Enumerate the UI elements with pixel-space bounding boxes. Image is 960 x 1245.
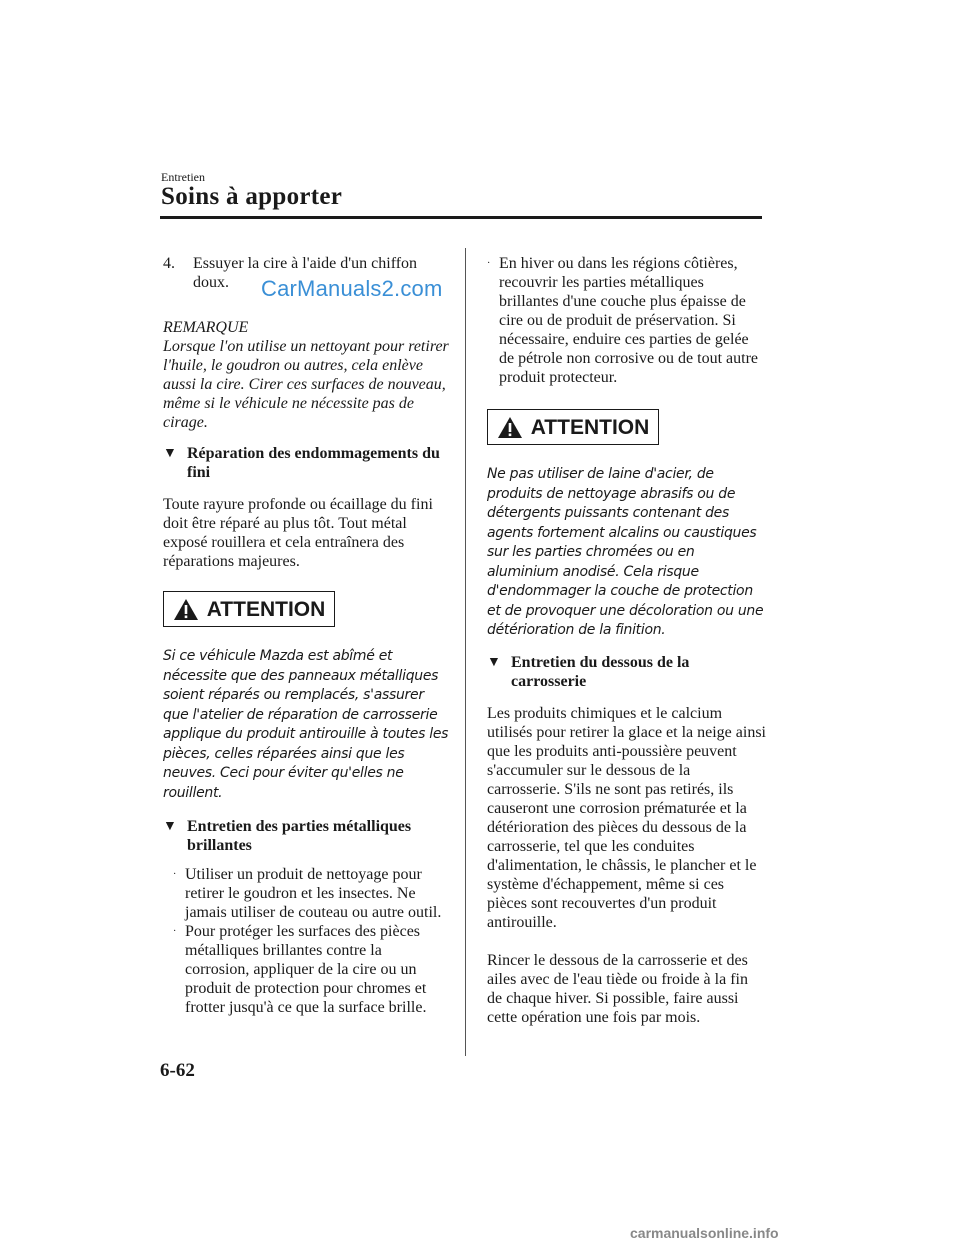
list-item [487, 254, 767, 387]
section-heading-underbody [487, 653, 767, 691]
bullet-icon: · [173, 926, 177, 937]
left-column [163, 254, 449, 1017]
triangle-down-icon: ▼ [163, 446, 177, 461]
paragraph: Les produits chimiques et le calcium utilisés pour retirer la glace et la neige ainsi que les produits anti-poussière peuvent s'accumuler sur le dessous de la carrosserie. S'ils ne sont pas retirés, ils causeront une corrosion prématurée et la détérioration des pièces du dessous de la carrosserie, tel que les conduites d'alimentation, le châssis, le plancher et le système d'échappement, même si ces pièces sont recouvertes d'un produit antirouille. [487, 704, 766, 931]
watermark: CarManuals2.com [261, 276, 443, 301]
list-item-text: Pour protéger les surfaces des pièces métalliques brillantes contre la corrosion, appliquer de la cire ou un produit de protection pour chromes et frotter jusqu'à ce que la surface brille. [185, 923, 427, 1016]
triangle-down-icon: ▼ [163, 819, 177, 834]
right-column [487, 254, 767, 1027]
note-heading: REMARQUE [163, 319, 249, 336]
section-heading-metal [163, 817, 449, 855]
list-item-text: En hiver ou dans les régions côtières, recouvrir les parties métalliques brillantes d'une couche plus épaisse de cire ou de produit de préservation. Si nécessaire, enduire ces parties de gelée de pétrole non corrosive ou de tout autre produit protecteur. [499, 255, 759, 386]
section-heading-text: Entretien des parties métalliques brillantes [187, 818, 412, 854]
section-heading-text: Réparation des endommagements du fini [187, 445, 440, 481]
warning-triangle-icon [497, 416, 523, 439]
page-number: 6-62 [160, 1060, 195, 1081]
bullet-icon: · [173, 869, 177, 880]
page-title: Soins à apporter [161, 183, 343, 210]
list-item [173, 922, 449, 1017]
warning-triangle-icon [173, 598, 199, 621]
attention-box [163, 591, 335, 627]
attention-box [487, 409, 659, 445]
list-item-text: Utiliser un produit de nettoyage pour retirer le goudron et les insectes. Ne jamais utiliser de couteau ou autre outil. [185, 866, 442, 921]
step-number: 4. [163, 255, 175, 272]
section-heading-text: Entretien du dessous de la carrosserie [511, 653, 690, 690]
header-section: Entretien [161, 170, 205, 184]
header-rule [160, 216, 762, 219]
attention-text: Ne pas utiliser de laine d'acier, de produits de nettoyage abrasifs ou de détergents puissants contenant des agents fortement alcalins ou caustiques sur les parties chromées ou en aluminium anodisé. Cela risque d'endommager la couche de protection et de provoquer une décoloration ou une détérioration de la finition. [487, 466, 764, 638]
section-heading-repair [163, 444, 449, 482]
triangle-down-icon: ▼ [487, 654, 501, 670]
step-text: Essuyer la cire à l'aide d'un chiffon doux. [193, 255, 418, 291]
footer-watermark: carmanualsonline.info [630, 1225, 779, 1241]
attention-label: ATTENTION [206, 597, 326, 621]
list-item [173, 865, 449, 922]
attention-text: Si ce véhicule Mazda est abîmé et nécessite que des panneaux métalliques soient réparés ou remplacés, s'assurer que l'atelier de réparation de carrosserie applique du produit antirouille à toutes les pièces, celles réparées ainsi que les neuves. Ceci pour éviter qu'elles ne rouillent. [163, 648, 449, 801]
bullet-list [173, 865, 449, 1017]
paragraph: Toute rayure profonde ou écaillage du fini doit être réparé au plus tôt. Tout métal exposé rouillera et cela entraînera des réparations majeures. [163, 496, 433, 570]
attention-label: ATTENTION [530, 415, 650, 439]
note-body: Lorsque l'on utilise un nettoyant pour retirer l'huile, le goudron ou autres, cela enlève aussi la cire. Cirer ces surfaces de nouveau, même si le véhicule ne nécessite pas de cirage. [163, 338, 449, 431]
paragraph: Rincer le dessous de la carrosserie et des ailes avec de l'eau tiède ou froide à la fin de chaque hiver. Si possible, faire aussi cette opération une fois par mois. [487, 951, 748, 1026]
bullet-icon: · [487, 258, 491, 269]
column-divider [465, 248, 466, 1056]
